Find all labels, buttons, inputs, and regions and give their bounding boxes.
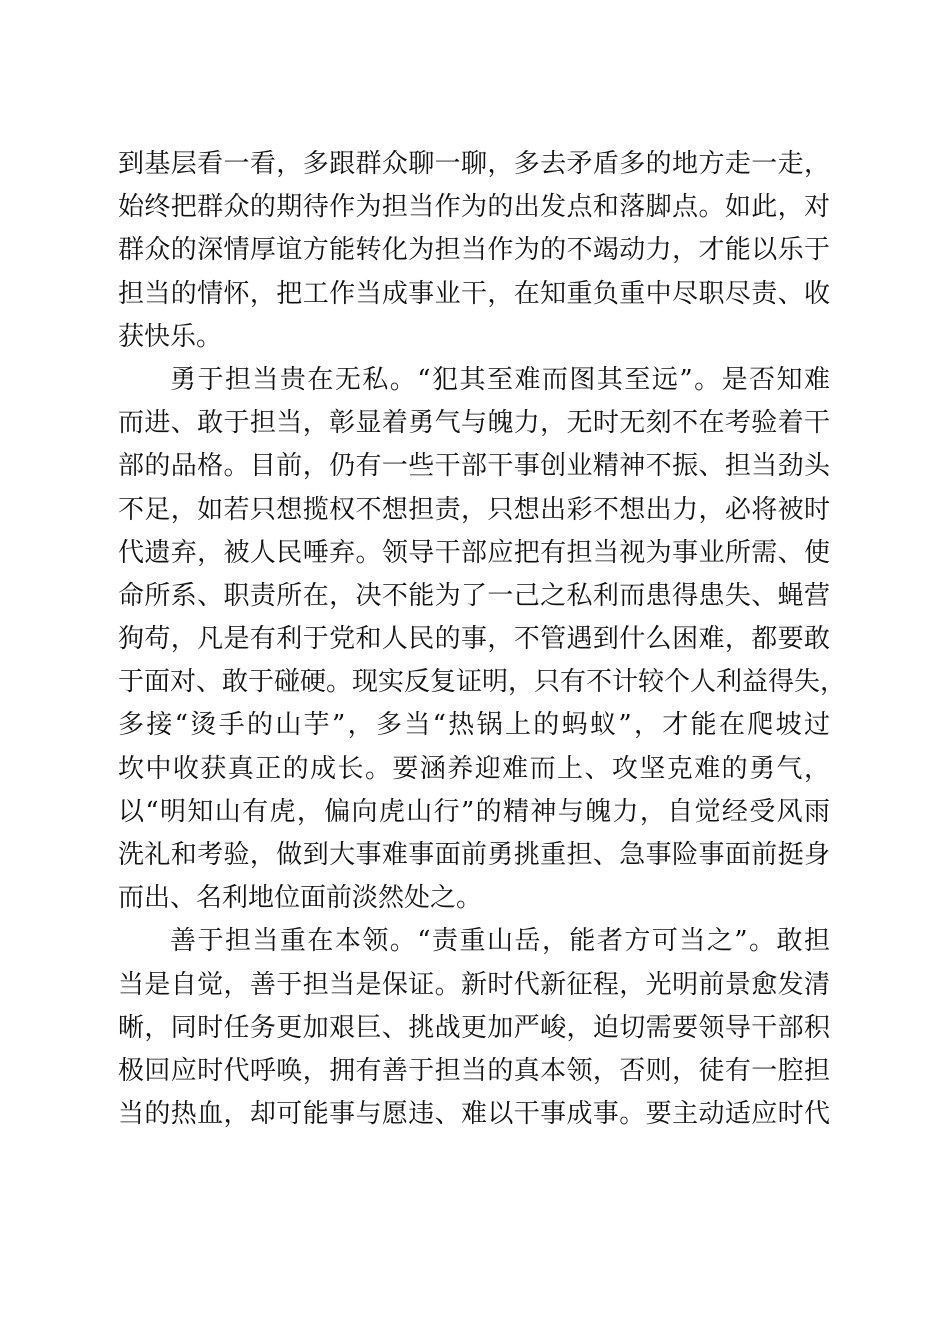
text-line: 善于担当重在本领。“责重山岳，能者方可当之”。敢担 <box>170 926 830 957</box>
text-line: 群众的深情厚谊方能转化为担当作为的不竭动力，才能以乐于 <box>118 235 830 266</box>
text-line: 担当的情怀，把工作当成事业干，在知重负重中尽职尽责、收 <box>118 278 830 309</box>
text-line: 勇于担当贵在无私。“犯其至难而图其至远”。是否知难 <box>170 364 830 395</box>
text-line: 始终把群众的期待作为担当作为的出发点和落脚点。如此，对 <box>118 192 830 223</box>
body-text <box>118 143 847 1136</box>
text-line: 于面对、敢于碰硬。现实反复证明，只有不计较个人利益得失， <box>118 667 847 698</box>
paragraph-1 <box>118 143 830 359</box>
text-line: 洗礼和考验，做到大事难事面前勇挑重担、急事险事面前挺身 <box>118 840 830 870</box>
text-line: 多接“烫手的山芋”，多当“热锅上的蚂蚁”，才能在爬坡过 <box>118 710 830 741</box>
text-line: 而进、敢于担当，彰显着勇气与魄力，无时无刻不在考验着干 <box>118 408 830 439</box>
text-line: 狗苟，凡是有利于党和人民的事，不管遇到什么困难，都要敢 <box>118 624 830 655</box>
text-line: 而出、名利地位面前淡然处之。 <box>118 883 483 914</box>
text-line: 坎中收获真正的成长。要涵养迎难而上、攻坚克难的勇气， <box>118 753 830 784</box>
text-line: 当是自觉，善于担当是保证。新时代新征程，光明前景愈发清 <box>118 969 830 1000</box>
text-line: 代遗弃，被人民唾弃。领导干部应把有担当视为事业所需、使 <box>118 537 830 568</box>
paragraph-3 <box>118 920 830 1136</box>
paragraph-2 <box>118 359 847 920</box>
text-line: 到基层看一看，多跟群众聊一聊，多去矛盾多的地方走一走， <box>118 149 830 179</box>
text-line: 当的热血，却可能事与愿违、难以干事成事。要主动适应时代 <box>118 1099 830 1130</box>
text-line: 晰，同时任务更加艰巨、挑战更加严峻，迫切需要领导干部积 <box>118 1012 830 1043</box>
text-line: 命所系、职责所在，决不能为了一己之私利而患得患失、蝇营 <box>118 580 830 611</box>
text-line: 获快乐。 <box>118 321 223 352</box>
text-line: 不足，如若只想揽权不想担责，只想出彩不想出力，必将被时 <box>118 494 830 525</box>
text-line: 部的品格。目前，仍有一些干部干事创业精神不振、担当劲头 <box>118 451 830 482</box>
text-line: 极回应时代呼唤，拥有善于担当的真本领，否则，徒有一腔担 <box>118 1055 830 1086</box>
text-line: 以“明知山有虎，偏向虎山行”的精神与魄力，自觉经受风雨 <box>118 796 830 827</box>
